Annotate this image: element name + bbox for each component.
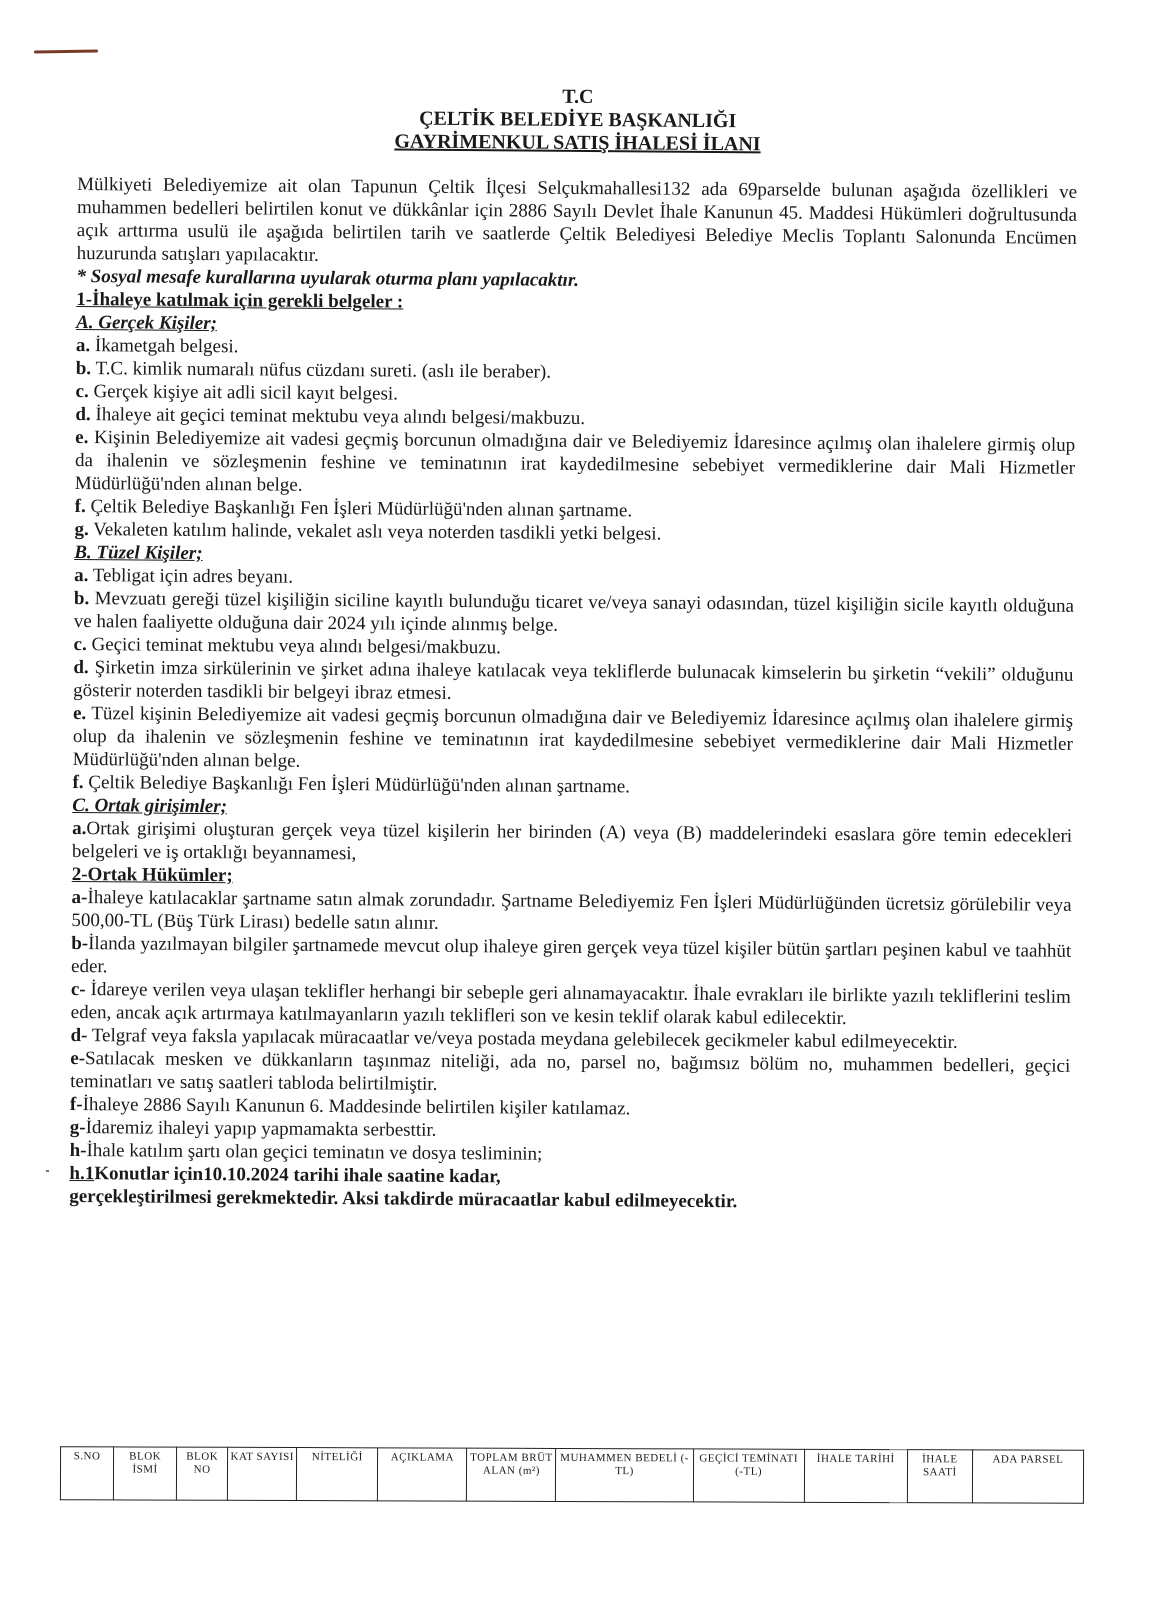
- document-header: [77, 82, 1078, 159]
- table-header-row: [60, 1447, 1083, 1504]
- col-header-deposit: GEÇİCİ TEMİNATI (-TL): [693, 1449, 804, 1502]
- item-text: Vekaleten katılım halinde, vekalet aslı veya noterden tasdikli yetki belgesi.: [93, 519, 662, 545]
- group-a-list: [74, 334, 1076, 549]
- item-marker: d-: [70, 1024, 88, 1047]
- item-marker: e-: [70, 1047, 86, 1070]
- item-text: Telgraf veya faksla yapılacak müracaatlar ve/veya postada meydana gelebilecek gecikmeler kabul edilmeyecektir.: [87, 1025, 958, 1053]
- col-header-block-parcel: ADA PARSEL: [972, 1450, 1083, 1503]
- item-text: Satılacak mesken ve dükkanların taşınmaz niteliği, ada no, parsel no, bağımsız bölüm no, muhammen bedelleri, geçici teminatları ve satış saatleri tabloda belirtilmiştir.: [70, 1048, 1071, 1095]
- section-2-title: 2-Ortak Hükümler;: [71, 863, 233, 887]
- list-item: [71, 886, 1071, 940]
- item-text: Kişinin Belediyemize ait vadesi geçmiş borcunun olmadığına dair ve Belediyemiz İdaresince açılmış olan ihalelere girmiş olup da ihalenin ve sözleşmenin feshine ve teminatının irat kaydedilmesine sebebiyet vermediklerine dair Mali Hizmetler Müdürlüğü'nden alınan belge.: [74, 427, 1076, 496]
- item-text: Geçici teminat mektubu veya alındı belgesi/makbuzu.: [91, 634, 502, 659]
- item-marker: a.: [72, 817, 87, 840]
- item-marker: h.1: [69, 1162, 95, 1185]
- group-c-title: C. Ortak girişimler;: [72, 794, 228, 818]
- item-text: İkametgah belgesi.: [94, 335, 239, 358]
- col-header-description: AÇIKLAMA: [378, 1448, 467, 1501]
- item-text: Çeltik Belediye Başkanlığı Fen İşleri Müdürlüğü'nden alınan şartname.: [88, 772, 631, 798]
- header-line-tc: T.C: [562, 85, 594, 109]
- col-header-sno: S.NO: [60, 1447, 113, 1500]
- col-header-block-no: BLOK NO: [177, 1447, 228, 1500]
- col-header-quality: NİTELİĞİ: [297, 1448, 378, 1501]
- item-marker: a.: [74, 564, 89, 587]
- header-line-announcement: GAYRİMENKUL SATIŞ İHALESİ İLANI: [394, 130, 761, 156]
- list-item: [74, 587, 1074, 641]
- item-text: İlanda yazılmayan bilgiler şartnamede mevcut olup ihaleye giren gerçek veya tüzel kişiler bütün şartları peşinen kabul ve taahhüt eder.: [70, 933, 1072, 978]
- item-text: Tebligat için adres beyanı.: [92, 565, 294, 588]
- item-text: İhaleye katılacaklar şartname satın almak zorundadır. Şartname Belediyemiz Fen İşleri Müdürlüğünden ücretsiz görülebilir veya 500,00-TL (Büş Türk Lirası) bedelle satın alınır.: [71, 887, 1072, 934]
- list-item: [73, 702, 1074, 779]
- h1-warning-line: gerçekleştirilmesi gerekmektedir. Aksi takdirde müracaatlar kabul edilmeyecektir.: [69, 1185, 738, 1213]
- scan-pen-mark: [34, 49, 98, 53]
- scan-speck: [46, 1170, 49, 1172]
- item-text: T.C. kimlik numaralı nüfus cüzdanı sureti. (aslı ile beraber).: [95, 358, 552, 383]
- item-marker: g.: [74, 518, 89, 541]
- item-marker: f-: [69, 1093, 83, 1116]
- item-marker: e.: [75, 426, 89, 449]
- item-marker: d.: [75, 403, 91, 426]
- item-marker: e.: [72, 702, 87, 725]
- item-marker: f.: [74, 495, 86, 518]
- col-header-total-area: TOPLAM BRÜT ALAN (m²): [467, 1448, 556, 1501]
- list-item: [71, 932, 1071, 986]
- item-marker: b.: [75, 357, 92, 380]
- item-text: Çeltik Belediye Başkanlığı Fen İşleri Müdürlüğü'nden alınan şartname.: [90, 496, 633, 522]
- intro-paragraph: Mülkiyeti Belediyemize ait olan Tapunun Çeltik İlçesi Selçukmahallesi132 ada 69parselde bulunan aşağıda özellikleri ve muhammen bedelleri belirtilen konut ve dükkânlar için 2886 Sayılı Devlet İhale Kanunun 45. Maddesi Hükümleri doğrultusunda açık arttırma usulü ile aşağıda belirtilen tarih ve saatlerde Çeltik Belediyesi Belediye Meclis Toplantı Salonunda Encümen huzurunda satışları yapılacaktır.: [76, 173, 1078, 266]
- item-text: Tüzel kişinin Belediyemize ait vadesi geçmiş borcunun olmadığına dair ve Belediyemiz İdaresince açılmış olan ihalelere girmiş olup da ihalenin ve sözleşmenin feshine ve teminatının irat kaydedilmesine sebebiyet vermediklerine dair Mali Hizmetler Müdürlüğü'nden alınan belge.: [72, 703, 1074, 772]
- item-marker: c-: [70, 978, 86, 1001]
- group-b-title: B. Tüzel Kişiler;: [74, 541, 203, 564]
- social-distance-note: * Sosyal mesafe kurallarına uyularak oturma planı yapılacaktır.: [76, 265, 580, 291]
- col-header-tender-time: İHALE SAATİ: [907, 1450, 972, 1503]
- h1-deadline-text: Konutlar için10.10.2024 tarihi ihale saatine kadar,: [94, 1163, 501, 1188]
- item-text: İhaleye ait geçici teminat mektubu veya alındı belgesi/makbuzu.: [95, 404, 586, 429]
- col-header-tender-date: İHALE TARİHİ: [804, 1449, 907, 1502]
- item-text: İhaleye 2886 Sayılı Kanunun 6. Maddesinde belirtilen kişiler katılamaz.: [82, 1094, 631, 1120]
- header-line-municipality: ÇELTİK BELEDİYE BAŞKANLIĞI: [419, 107, 737, 133]
- item-marker: b-: [71, 932, 89, 955]
- item-marker: f.: [72, 771, 84, 794]
- list-item: [75, 426, 1076, 503]
- item-text: Gerçek kişiye ait adli sicil kayıt belgesi.: [93, 381, 399, 405]
- item-text: Şirketin imza sirkülerinin ve şirket adına ihaleye katılacak veya tekliflerde bulunacak kimselerin bu şirketin “vekili” olduğunu gösterir noterden tasdikli bir belgeyi ibraz etmesi.: [73, 657, 1074, 704]
- item-text: İhale katılım şartı olan geçici teminatın ve dosya tesliminin;: [86, 1140, 543, 1165]
- item-text: İdareye verilen veya ulaşan teklifler herhangi bir sebeple geri alınamayacaktır. İhale evrakları ile birlikte yazılı tekliflerini teslim eden, ancak açık artırmaya katılmayanların yazılı teklifleri son ve kesin teklif olarak kabul edilecektir.: [70, 979, 1071, 1030]
- item-marker: b.: [73, 587, 90, 610]
- group-b-list: [72, 564, 1074, 802]
- item-marker: c.: [75, 380, 89, 403]
- group-a-title: A. Gerçek Kişiler;: [76, 311, 218, 335]
- item-marker: a-: [71, 886, 88, 909]
- property-table: [60, 1446, 1084, 1504]
- list-item: [73, 656, 1073, 710]
- group-c-list: [72, 817, 1072, 871]
- list-item: [71, 978, 1071, 1032]
- col-header-floor-count: KAT SAYISI: [228, 1447, 297, 1500]
- list-item: [70, 1047, 1070, 1101]
- item-marker: a.: [75, 334, 91, 357]
- col-header-block-name: BLOK İSMİ: [113, 1447, 176, 1500]
- document-page: [69, 82, 1078, 1216]
- col-header-estimated-price: MUHAMMEN BEDELİ (-TL): [556, 1448, 693, 1501]
- section-1-title: 1-İhaleye katılmak için gerekli belgeler :: [76, 288, 404, 313]
- item-marker: c.: [73, 633, 87, 656]
- section-2-list: [70, 886, 1072, 1170]
- list-item: [72, 817, 1072, 871]
- item-text: Mevzuatı gereği tüzel kişiliğin siciline kayıtlı bulunduğu ticaret ve/veya sanayi odasından, tüzel kişiliğin sicile kayıtlı olduğuna ve halen faaliyette olduğuna dair 2024 yılı içinde alınmış belge.: [73, 588, 1075, 636]
- item-marker: g-: [69, 1116, 86, 1139]
- item-text: Ortak girişimi oluşturan gerçek veya tüzel kişilerin her birinden (A) veya (B) maddelerindeki esaslara göre temin edecekleri belgeleri ve iş ortaklığı beyannamesi,: [71, 818, 1073, 865]
- item-text: İdaremiz ihaleyi yapıp yapmamakta serbesttir.: [85, 1117, 437, 1141]
- item-marker: d.: [73, 656, 89, 679]
- item-marker: h-: [69, 1139, 87, 1162]
